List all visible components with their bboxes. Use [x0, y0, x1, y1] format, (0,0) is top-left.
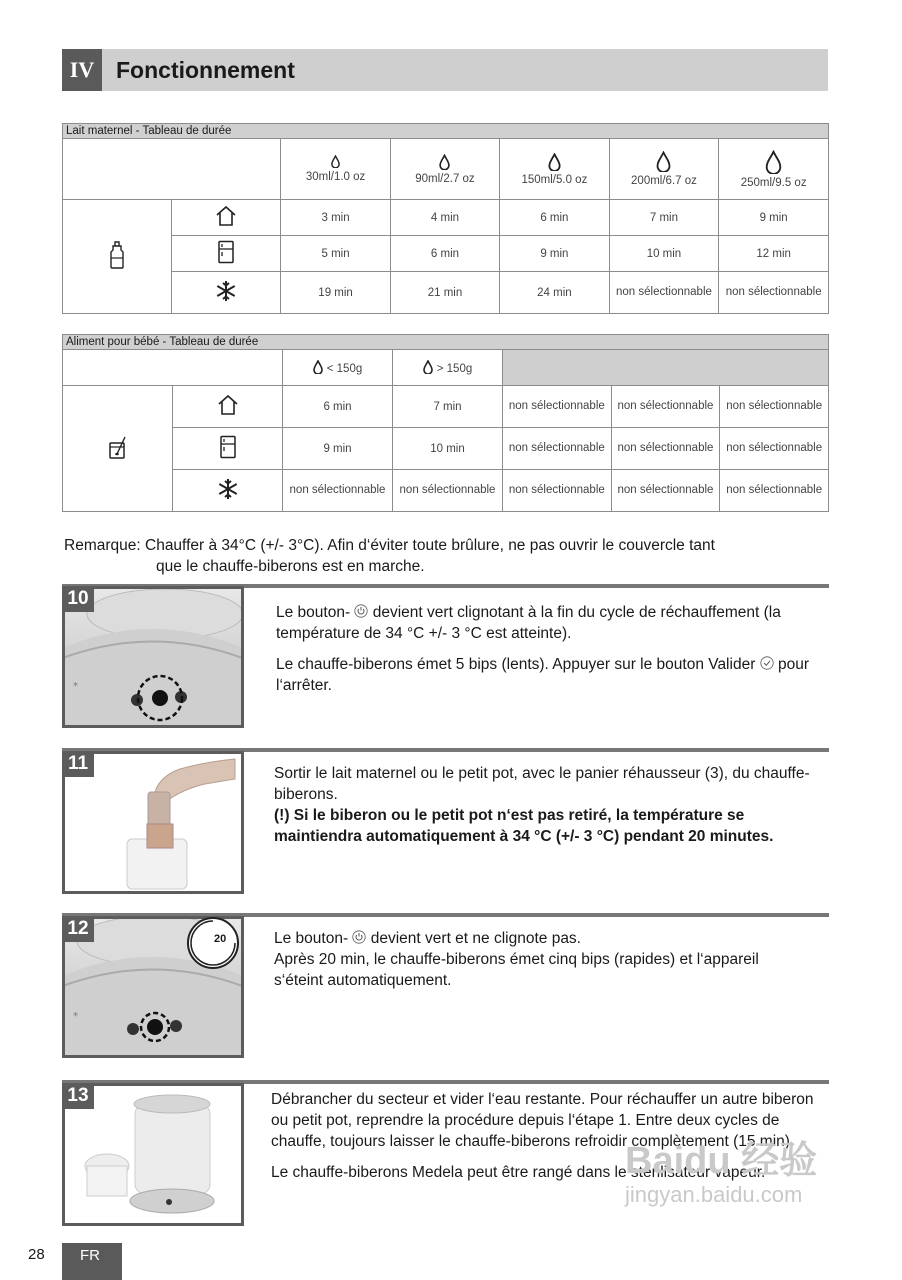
table-cell: 9 min: [500, 236, 609, 272]
column-header: [393, 350, 503, 386]
drop-icon: [656, 151, 671, 172]
step-text: pour l‘arrêter.: [276, 656, 810, 694]
watermark-brand: Baidu 经验: [625, 1140, 818, 1182]
step-text: devient vert clignotant à la fin du cycle de réchauffement (la température de 34 °C +/- 3 °C est atteinte).: [276, 604, 781, 642]
table-cell: non sélectionnable: [503, 428, 612, 470]
section-title: Fonctionnement: [116, 57, 295, 83]
baby-food-jar-icon: [108, 434, 128, 460]
column-header: [281, 139, 390, 200]
column-label: 250ml/9.5 oz: [740, 176, 807, 189]
table-cell: 6 min: [283, 386, 393, 428]
remark: [64, 535, 844, 577]
fridge-icon: [173, 428, 283, 470]
column-header: [500, 139, 609, 200]
fridge-icon: [172, 236, 281, 272]
table-cell: 9 min: [719, 200, 829, 236]
table-cell: 10 min: [393, 428, 503, 470]
svg-text:*: *: [73, 681, 78, 692]
table-cell: non sélectionnable: [719, 272, 829, 314]
table-row: [63, 272, 829, 314]
table-cell: non sélectionnable: [720, 428, 829, 470]
table-cell: 24 min: [500, 272, 609, 314]
table-cell: 10 min: [609, 236, 719, 272]
table-cell: non sélectionnable: [503, 470, 612, 512]
step-text: Le bouton-: [276, 604, 351, 621]
drop-icon: [423, 360, 433, 374]
room-temperature-house-icon: [173, 386, 283, 428]
table-cell: 3 min: [281, 200, 390, 236]
table-row: [63, 428, 829, 470]
remark-label: Remarque:: [64, 537, 141, 554]
table-cell: non sélectionnable: [611, 470, 720, 512]
step-text: devient vert et ne clignote pas.: [370, 930, 581, 947]
step-text: Le chauffe-biberons Medela peut être rangé dans le stérilisateur vapeur.: [271, 1164, 766, 1181]
step-text: Le chauffe-biberons émet 5 bips (lents). Appuyer sur le bouton Valider: [276, 656, 756, 673]
step-text: Sortir le lait maternel ou le petit pot, avec le panier réhausseur (3), du chauffe-biberons.: [274, 765, 810, 803]
drop-icon: [331, 155, 340, 168]
category-cell: [63, 200, 172, 314]
column-label: 150ml/5.0 oz: [521, 173, 588, 186]
table-cell: 5 min: [281, 236, 390, 272]
page-number: 28: [28, 1246, 45, 1263]
table-cell: 7 min: [393, 386, 503, 428]
drop-icon: [439, 154, 450, 170]
step-number: 13: [62, 1083, 94, 1109]
step-warning-text: (!) Si le biberon ou le petit pot n‘est pas retiré, la température se maintiendra automatiquement à 34 °C (+/- 3 °C) pendant 20 minutes.: [274, 807, 774, 845]
table-cell: 9 min: [283, 428, 393, 470]
milk-duration-table: [62, 123, 829, 314]
column-label: > 150g: [436, 363, 473, 375]
column-label: < 150g: [326, 363, 363, 375]
column-header: [283, 350, 393, 386]
table-cell: 6 min: [390, 236, 499, 272]
column-header: [719, 139, 829, 200]
timer-label: 20: [214, 933, 227, 945]
step-text: Le bouton-: [274, 930, 349, 947]
table-cell: non sélectionnable: [720, 386, 829, 428]
remark-text: Chauffer à 34°C (+/- 3°C). Afin d‘éviter toute brûlure, ne pas ouvrir le couvercle tant: [145, 537, 715, 554]
power-button-icon: [354, 604, 368, 618]
column-label: 30ml/1.0 oz: [305, 171, 366, 183]
column-header: [609, 139, 719, 200]
table-row: [63, 200, 829, 236]
table-cell: non sélectionnable: [611, 428, 720, 470]
timer-icon: [187, 917, 239, 969]
column-header: [390, 139, 499, 200]
step-text: Débrancher du secteur et vider l‘eau restante. Pour réchauffer un autre biberon ou petit pot, reprendre la procédure depuis l‘étape 1. Entre deux cycles de chauffe, toujours laisser le chauffe-biberons refroidir complètement (15 min).: [271, 1091, 814, 1150]
drop-icon: [548, 153, 561, 171]
table-cell: non sélectionnable: [611, 386, 720, 428]
step-number: 11: [62, 751, 94, 777]
table-cell: 12 min: [719, 236, 829, 272]
watermark-url: jingyan.baidu.com: [625, 1182, 803, 1207]
step-number: 10: [62, 586, 94, 612]
column-label: 200ml/6.7 oz: [631, 175, 697, 187]
table-cell: non sélectionnable: [283, 470, 393, 512]
drop-icon: [313, 360, 323, 374]
table-cell: 6 min: [500, 200, 609, 236]
power-button-icon: [352, 930, 366, 944]
remark-text: que le chauffe-biberons est en marche.: [156, 558, 425, 575]
category-cell: [63, 386, 173, 512]
step-12-text: [274, 928, 794, 991]
table-caption: Aliment pour bébé - Tableau de durée: [63, 335, 829, 350]
baby-food-duration-table: [62, 334, 829, 512]
drop-icon: [765, 150, 782, 174]
table-cell: 19 min: [281, 272, 390, 314]
table-cell: 21 min: [390, 272, 499, 314]
step-11-text: [274, 763, 819, 847]
table-caption: Lait maternel - Tableau de durée: [63, 124, 829, 139]
unused-header-cell: [503, 350, 829, 386]
table-cell: non sélectionnable: [503, 386, 612, 428]
table-cell: non sélectionnable: [609, 272, 719, 314]
frozen-snowflake-icon: [172, 272, 281, 314]
baby-bottle-icon: [108, 240, 126, 270]
table-row: [63, 470, 829, 512]
language-tab: FR: [62, 1243, 122, 1280]
table-row: [63, 386, 829, 428]
table-cell: non sélectionnable: [393, 470, 503, 512]
column-label: 90ml/2.7 oz: [415, 172, 475, 185]
table-cell: 4 min: [390, 200, 499, 236]
table-cell: non sélectionnable: [720, 470, 829, 512]
watermark: [625, 1140, 817, 1208]
table-row: [63, 236, 829, 272]
confirm-check-icon: [760, 656, 774, 670]
frozen-snowflake-icon: [173, 470, 283, 512]
step-10-text: [276, 602, 816, 706]
step-text: Après 20 min, le chauffe-biberons émet cinq bips (rapides) et l‘appareil s‘éteint automatiquement.: [274, 951, 759, 989]
step-number: 12: [62, 916, 94, 942]
room-temperature-house-icon: [172, 200, 281, 236]
table-cell: 7 min: [609, 200, 719, 236]
section-number: IV: [62, 49, 102, 91]
svg-text:*: *: [73, 1011, 78, 1022]
